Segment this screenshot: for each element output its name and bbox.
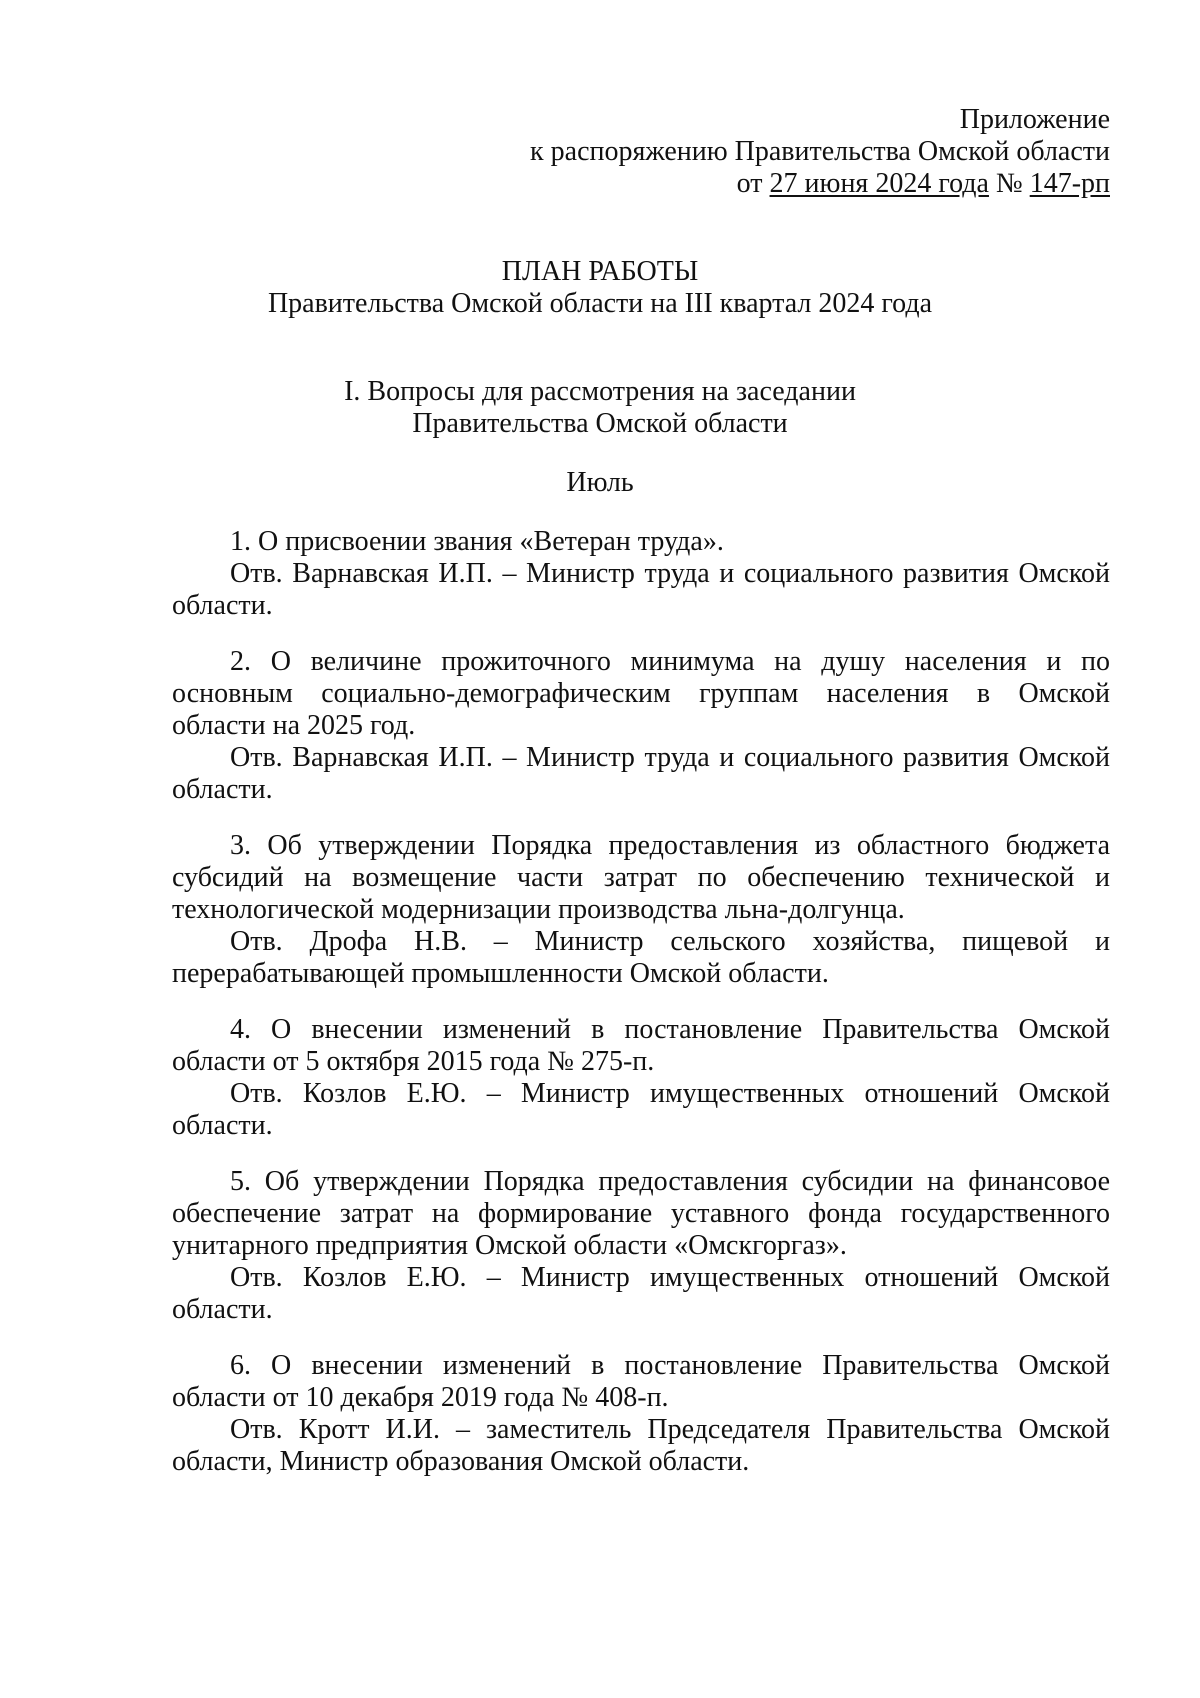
item-2-responsible-cont: области.: [172, 774, 273, 805]
item-4-responsible: Отв. Козлов Е.Ю. – Министр имущественных отношений Омской: [230, 1078, 1110, 1109]
number-sign: №: [995, 168, 1023, 199]
item-3-responsible: Отв. Дрофа Н.В. – Министр сельского хозяйства, пищевой и: [230, 926, 1110, 957]
item-6-responsible-cont: области, Министр образования Омской области.: [172, 1446, 750, 1477]
item-2-text-cont: основным социально-демографическим группам населения в Омской: [172, 678, 1110, 709]
item-2-responsible: Отв. Варнавская И.П. – Министр труда и социального развития Омской: [230, 742, 1110, 773]
item-4-text: 4. О внесении изменений в постановление Правительства Омской: [230, 1014, 1110, 1045]
item-3-responsible-cont: перерабатывающей промышленности Омской области.: [172, 958, 829, 989]
item-6-text: 6. О внесении изменений в постановление Правительства Омской: [230, 1350, 1110, 1381]
month-heading: Июль: [566, 467, 634, 498]
document-title: ПЛАН РАБОТЫ: [501, 256, 699, 287]
item-5-text-end: унитарного предприятия Омской области «Омскгоргаз».: [172, 1230, 847, 1261]
appendix-label: Приложение: [959, 104, 1110, 135]
document-subtitle: Правительства Омской области на III квартал 2024 года: [267, 288, 933, 319]
item-3-text-cont: субсидий на возмещение части затрат по обеспечению технической и: [172, 862, 1110, 893]
item-3-text-end: технологической модернизации производства льна-долгунца.: [172, 894, 905, 925]
item-4-responsible-cont: области.: [172, 1110, 273, 1141]
item-3-text: 3. Об утверждении Порядка предоставления из областного бюджета: [230, 830, 1110, 861]
item-2-text: 2. О величине прожиточного минимума на душу населения и по: [230, 646, 1110, 677]
order-date: 27 июня 2024 года: [769, 168, 989, 199]
item-1-responsible: Отв. Варнавская И.П. – Министр труда и социального развития Омской: [230, 558, 1110, 589]
item-1-responsible-cont: области.: [172, 590, 273, 621]
appendix-date-line: [737, 168, 1110, 200]
item-6-text-end: области от 10 декабря 2019 года № 408-п.: [172, 1382, 669, 1413]
item-6-responsible: Отв. Кротт И.И. – заместитель Председателя Правительства Омской: [230, 1414, 1110, 1445]
item-2-text-end: области на 2025 год.: [172, 710, 416, 741]
item-1-text: 1. О присвоении звания «Ветеран труда».: [230, 526, 724, 557]
section-heading: I. Вопросы для рассмотрения на заседании: [344, 376, 856, 407]
item-4-text-end: области от 5 октября 2015 года № 275-п.: [172, 1046, 655, 1077]
order-number: 147-рп: [1029, 168, 1110, 199]
date-prefix: от: [736, 168, 763, 199]
item-5-text: 5. Об утверждении Порядка предоставления субсидии на финансовое: [230, 1166, 1110, 1197]
section-heading-cont: Правительства Омской области: [412, 408, 788, 439]
appendix-reference: к распоряжению Правительства Омской области: [530, 136, 1110, 167]
item-5-responsible-cont: области.: [172, 1294, 273, 1325]
item-5-text-cont: обеспечение затрат на формирование уставного фонда государственного: [172, 1198, 1110, 1229]
item-5-responsible: Отв. Козлов Е.Ю. – Министр имущественных отношений Омской: [230, 1262, 1110, 1293]
